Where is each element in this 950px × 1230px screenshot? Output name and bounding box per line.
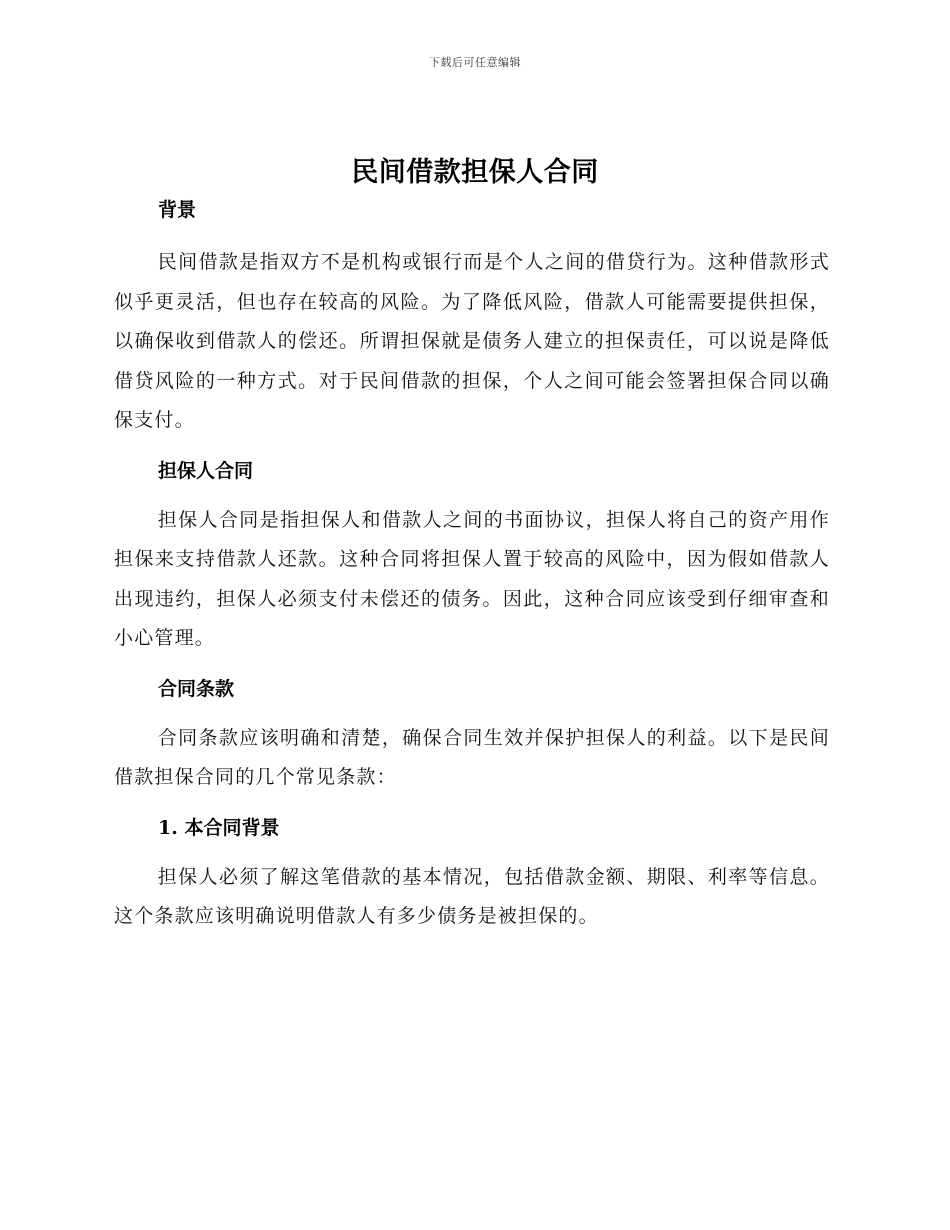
section-paragraph-term-1: 担保人必须了解这笔借款的基本情况，包括借款金额、期限、利率等信息。这个条款应该明确说明借款人有多少债务是被担保的。	[114, 865, 830, 927]
document-body	[114, 193, 830, 937]
section-heading-term-1: 1. 本合同背景	[158, 816, 280, 839]
section-paragraph-background: 民间借款是指双方不是机构或银行而是个人之间的借贷行为。这种借款形式似乎更灵活，但也存在较高的风险。为了降低风险，借款人可能需要提供担保，以确保收到借款人的偿还。所谓担保就是债务人建立的担保责任，可以说是降低借贷风险的一种方式。对于民间借款的担保，个人之间可能会签署担保合同以确保支付。	[114, 251, 830, 431]
section-heading-contract-terms: 合同条款	[158, 677, 235, 700]
section-paragraph-contract-terms: 合同条款应该明确和清楚，确保合同生效并保护担保人的利益。以下是民间借款担保合同的几个常见条款：	[114, 726, 830, 788]
header-note: 下载后可任意编辑	[429, 56, 521, 69]
document-title: 民间借款担保人合同	[351, 157, 599, 188]
section-heading-guarantor-contract: 担保人合同	[158, 459, 254, 482]
section-heading-background: 背景	[158, 199, 197, 221]
section-paragraph-guarantor-contract: 担保人合同是指担保人和借款人之间的书面协议，担保人将自己的资产用作担保来支持借款人还款。这种合同将担保人置于较高的风险中，因为假如借款人出现违约，担保人必须支付未偿还的债务。因此，这种合同应该受到仔细审查和小心管理。	[114, 508, 830, 649]
